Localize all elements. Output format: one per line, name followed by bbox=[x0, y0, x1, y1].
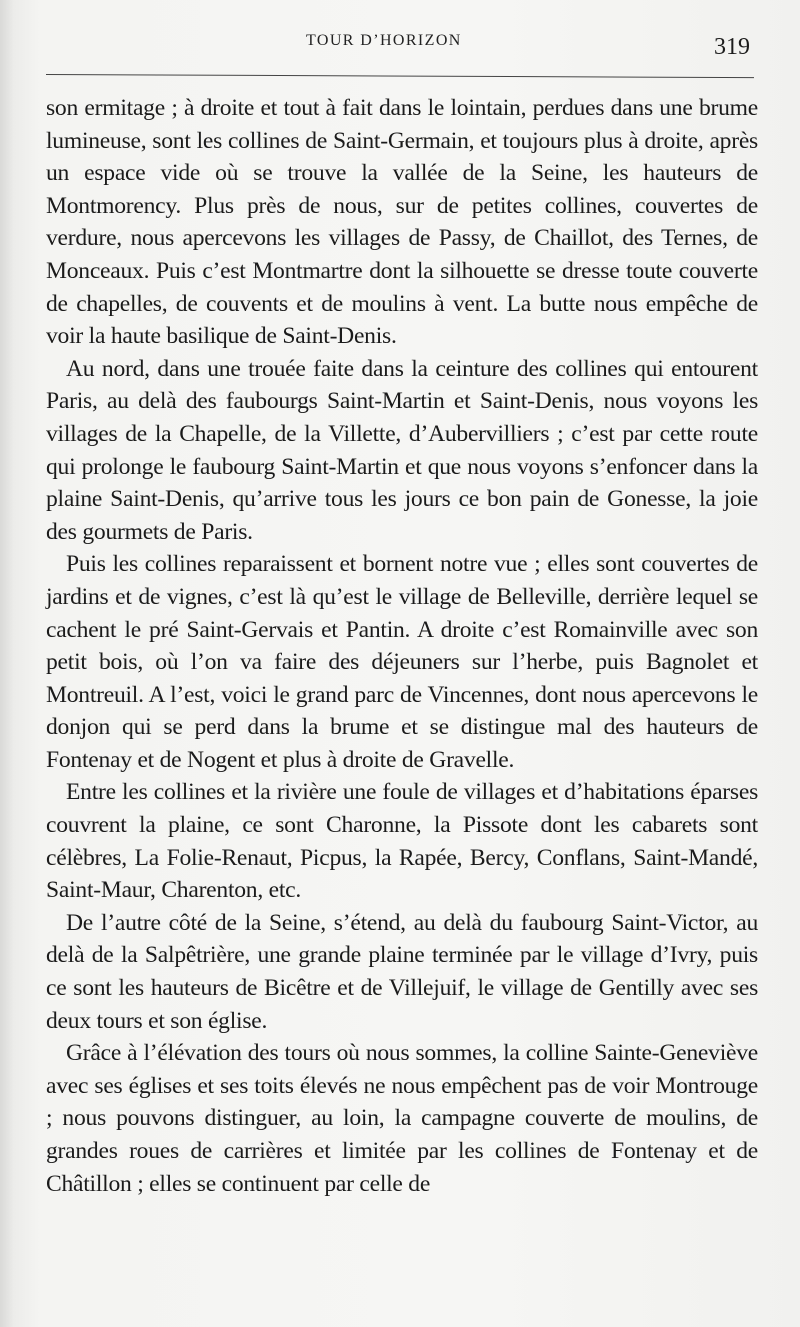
body-text bbox=[46, 92, 758, 1200]
page-number: 319 bbox=[714, 34, 750, 60]
paragraph-south-bank: De l’autre côté de la Seine, s’étend, au delà du faubourg Saint-Victor, au delà de la Salpêtrière, une grande plaine terminée par le village d’Ivry, puis ce sont les hauteurs de Bicêtre et de Villejuif, le village de Gentilly avec ses deux tours et son église. bbox=[46, 909, 758, 1034]
paragraph-villages: Entre les collines et la rivière une foule de villages et d’habitations éparses couvrent la plaine, ce sont Charonne, la Pissote dont les cabarets sont célèbres, La Folie-Renaut, Picpus, la Rapée, Bercy, Conflans, Saint-Mandé, Saint-Maur, Charenton, etc. bbox=[46, 779, 758, 904]
paragraph-east: Puis les collines reparaissent et bornent notre vue ; elles sont couvertes de jardins et de vignes, c’est là qu’est le village de Belleville, derrière lequel se cachent le pré Saint-Gervais et Pantin. A droite c’est Romainville avec son petit bois, où l’on va faire des déjeuners sur l’herbe, puis Bagnolet et Montreuil. A l’est, voici le grand parc de Vincennes, dont nous apercevons le donjon qui se perd dans la brume et se distingue mal des hauteurs de Fontenay et de Nogent et plus à droite de Gravelle. bbox=[46, 551, 758, 773]
running-head bbox=[0, 30, 800, 60]
header-rule bbox=[46, 74, 754, 78]
paragraph-continuation: son ermitage ; à droite et tout à fait dans le lointain, perdues dans une brume lumineuse, sont les collines de Saint-Germain, et toujours plus à droite, après un espace vide où se trouve la vallée de la Seine, les hauteurs de Montmorency. Plus près de nous, sur de petites collines, couvertes de verdure, nous apercevons les villages de Passy, de Chaillot, des Ternes, de Monceaux. Puis c’est Montmartre dont la silhouette se dresse toute couverte de chapelles, de couvents et de moulins à vent. La butte nous empêche de voir la haute basilique de Saint-Denis. bbox=[46, 95, 758, 350]
running-title: TOUR D’HORIZON bbox=[306, 32, 462, 49]
paragraph-montrouge: Grâce à l’élévation des tours où nous sommes, la colline Sainte-Geneviève avec ses églises et ses toits élevés ne nous empêchent pas de voir Montrouge ; nous pouvons distinguer, au loin, la campagne couverte de moulins, de grandes roues de carrières et limitée par les collines de Fontenay et de Châtillon ; elles se continuent par celle de bbox=[46, 1040, 758, 1197]
paragraph-north: Au nord, dans une trouée faite dans la ceinture des collines qui entourent Paris, au delà des faubourgs Saint-Martin et Saint-Denis, nous voyons les villages de la Chapelle, de la Villette, d’Aubervilliers ; c’est par cette route qui prolonge le faubourg Saint-Martin et que nous voyons s’enfoncer dans la plaine Saint-Denis, qu’arrive tous les jours ce bon pain de Gonesse, la joie des gourmets de Paris. bbox=[46, 355, 758, 545]
